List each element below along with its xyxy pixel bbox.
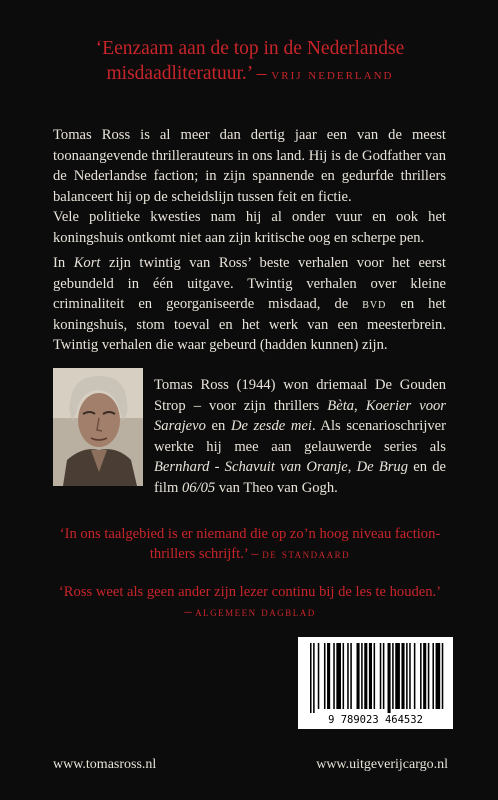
quote-text: ‘In ons taalgebied is er niemand die op zo’n hoog niveau faction-thrillers schrijft.’ bbox=[59, 526, 441, 562]
isbn-barcode bbox=[298, 637, 453, 729]
quote-source: vrij nederland bbox=[271, 67, 394, 83]
quote-de-standaard: ‘In ons taalgebied is er niemand die op zo’n hoog niveau faction-thrillers schrijft.’ – de standaard bbox=[59, 526, 441, 562]
quote-source: de standaard bbox=[262, 547, 351, 561]
author-photo bbox=[53, 368, 143, 486]
blurb-paragraph-2: In Kort zijn twintig van Ross’ beste verhalen voor het eerst gebundeld in één uitgave. Twintig verhalen over kleine criminaliteit en georganiseerde misdaad, de bvd en het koningshuis, stom toeval en het werk van een meesterbrein. Twintig verhalen die waar gebeurd (hadden kunnen) zijn. bbox=[53, 255, 446, 353]
blurb-paragraph-1 bbox=[53, 125, 446, 248]
author-website[interactable]: www.tomasross.nl bbox=[53, 757, 157, 772]
blurb-line: Tomas Ross is al meer dan dertig jaar een van de meest toonaangevende thrillerauteurs in ons land. Hij is de Godfather van de Nederlandse faction; in zijn spannende en gedurfde thrillers balanceert hij op de scheidslijn tussen feit en fictie. bbox=[53, 127, 446, 205]
quote-text: ‘Eenzaam aan de top in de Nederlandse misdaadliteratuur.’ bbox=[95, 38, 405, 84]
author-bio bbox=[53, 368, 447, 496]
isbn-number: 9 789023 464532 bbox=[328, 714, 423, 726]
author-bio-text: Tomas Ross (1944) won driemaal De Gouden Strop – voor zijn thrillers Bèta, Koerier voor Sarajevo en De zesde mei. Als scenarioschrijver werkte hij mee aan gelauwerde series als Bernhard - Schavuit van Oranje, De Brug en de film 06/05 van Theo van Gogh. bbox=[154, 377, 447, 496]
quote-text: ‘Ross weet als geen ander zijn lezer continu bij de les te houden.’ bbox=[58, 584, 442, 600]
blurb-line: Vele politieke kwesties nam hij al onder vuur en ook het koningshuis ontkomt niet aan zijn kritische oog en scherpe pen. bbox=[53, 209, 446, 246]
quote-vrij-nederland: ‘Eenzaam aan de top in de Nederlandse misdaadliteratuur.’ – vrij nederland bbox=[95, 38, 405, 84]
quote-algemeen-dagblad: ‘Ross weet als geen ander zijn lezer continu bij de les te houden.’ – algemeen dagblad bbox=[40, 582, 460, 622]
quote-source: algemeen dagblad bbox=[195, 605, 316, 619]
barcode-icon bbox=[298, 637, 453, 729]
bvd-abbr: bvd bbox=[362, 296, 387, 312]
book-title: Kort bbox=[73, 255, 101, 271]
publisher-website[interactable]: www.uitgeverijcargo.nl bbox=[316, 757, 448, 772]
